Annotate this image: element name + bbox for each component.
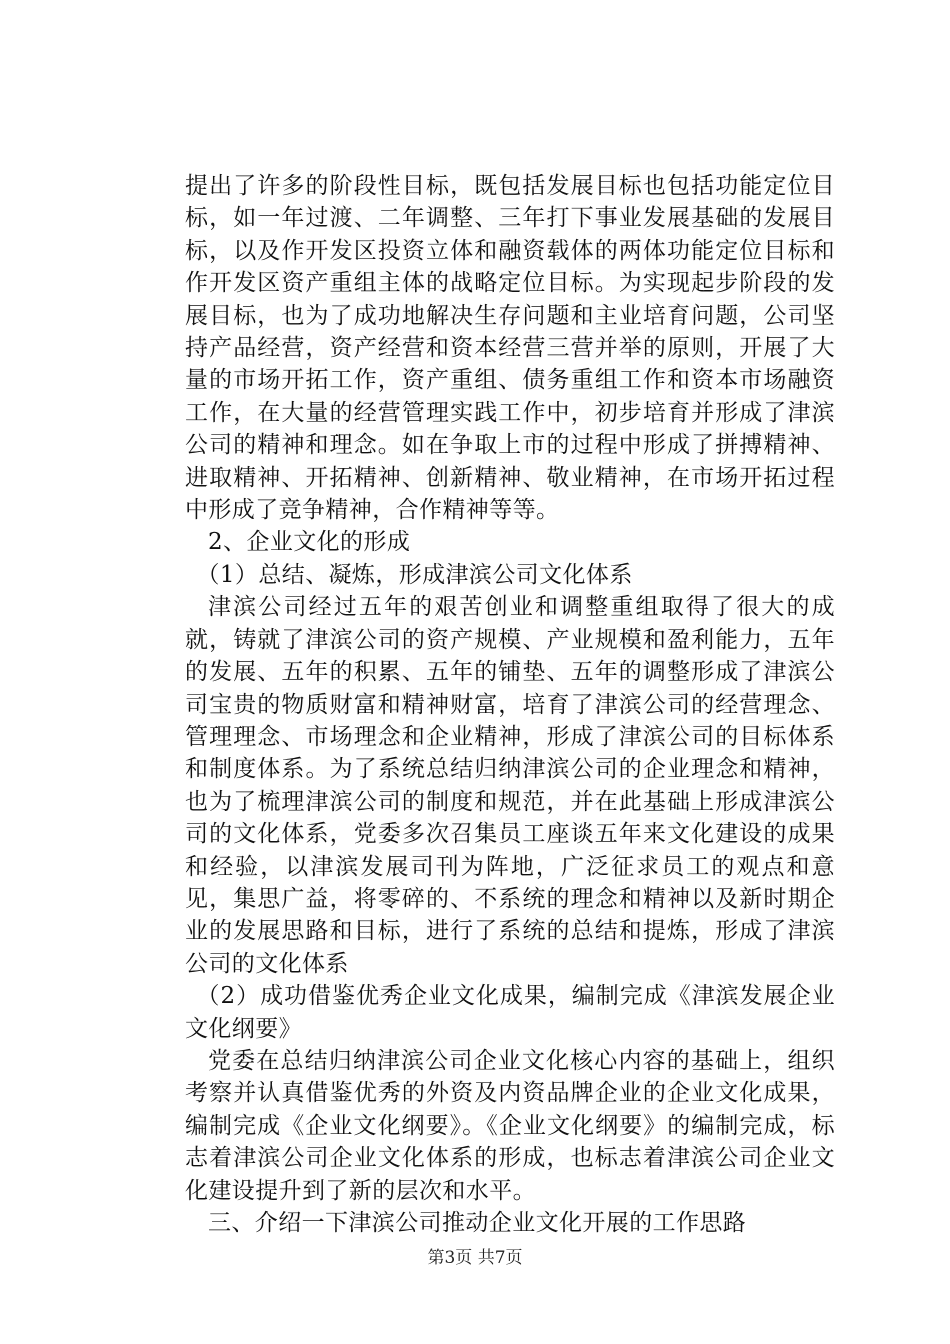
page-number: 第3页 共7页: [427, 1248, 523, 1268]
subheading-summary: （1）总结、凝炼，形成津滨公司文化体系: [196, 561, 633, 588]
subheading-reference: （2）成功借鉴优秀企业文化成果，编制完成《津滨发展企业文化纲要》: [185, 983, 835, 1042]
document-body: [185, 170, 835, 1239]
paragraph-five-years: 津滨公司经过五年的艰苦创业和调整重组取得了很大的成就，铸就了津滨公司的资产规模、产业规模和盈利能力，五年的发展、五年的积累、五年的铺垫、五年的调整形成了津滨公司宝贵的物质财富和精神财富，培育了津滨公司的经营理念、管理理念、市场理念和企业精神，形成了津滨公司的目标体系和制度体系。为了系统总结归纳津滨公司的企业理念和精神，也为了梳理津滨公司的制度和规范，并在此基础上形成津滨公司的文化体系，党委多次召集员工座谈五年来文化建设的成果和经验，以津滨发展司刊为阵地，广泛征求员工的观点和意见，集思广益，将零碎的、不系统的理念和精神以及新时期企业的发展思路和目标，进行了系统的总结和提炼，形成了津滨公司的文化体系: [185, 594, 835, 977]
paragraph-goals: 提出了许多的阶段性目标，既包括发展目标也包括功能定位目标，如一年过渡、二年调整、三年打下事业发展基础的发展目标，以及作开发区投资立体和融资载体的两体功能定位目标和作开发区资产重组主体的战略定位目标。为实现起步阶段的发展目标，也为了成功地解决生存问题和主业培育问题，公司坚持产品经营，资产经营和资本经营三营并举的原则，开展了大量的市场开拓工作，资产重组、债务重组工作和资本市场融资工作，在大量的经营管理实践工作中，初步培育并形成了津滨公司的精神和理念。如在争取上市的过程中形成了拼搏精神、进取精神、开拓精神、创新精神、敬业精神，在市场开拓过程中形成了竞争精神，合作精神等等。: [185, 173, 835, 524]
heading-section-three: 三、介绍一下津滨公司推动企业文化开展的工作思路: [208, 1210, 747, 1236]
heading-culture-formation: 2、企业文化的形成: [208, 529, 411, 556]
paragraph-outline: 党委在总结归纳津滨公司企业文化核心内容的基础上，组织考察并认真借鉴优秀的外资及内资品牌企业的企业文化成果，编制完成《企业文化纲要》。《企业文化纲要》的编制完成，标志着津滨公司企业文化体系的形成，也标志着津滨公司企业文化建设提升到了新的层次和水平。: [185, 1047, 835, 1204]
page-footer: [0, 1243, 950, 1268]
